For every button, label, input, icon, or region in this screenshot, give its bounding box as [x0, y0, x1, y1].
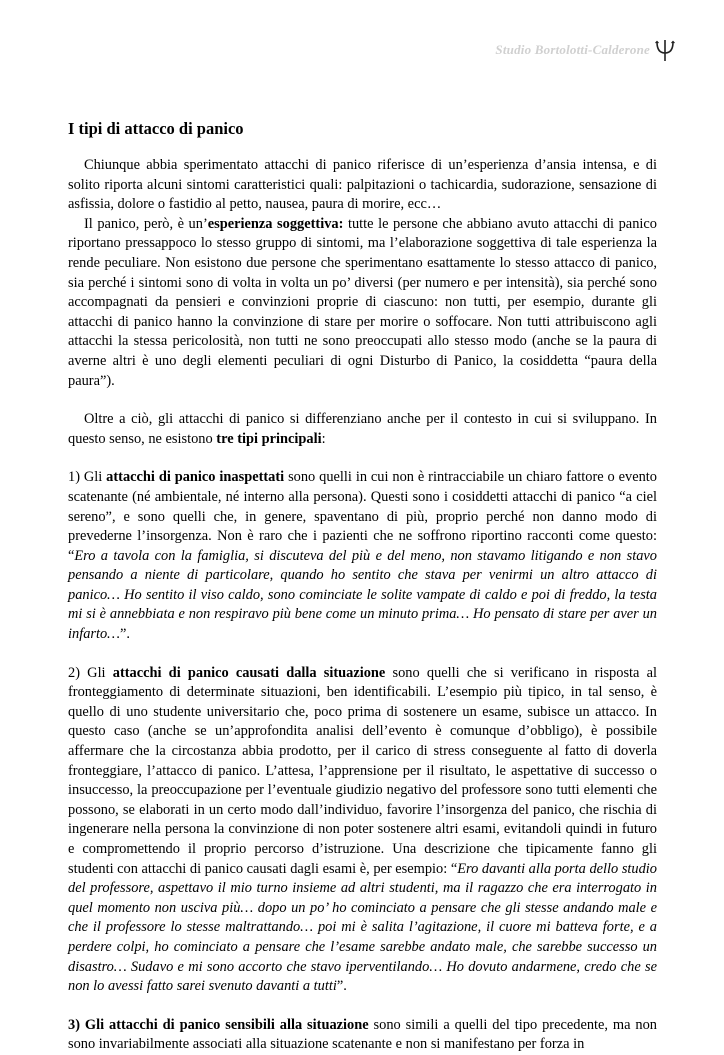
brand-name: Studio Bortolotti-Calderone [495, 42, 650, 57]
intro-paragraph-3: Oltre a ciò, gli attacchi di panico si differenziano anche per il contesto in cui si sviluppano. In questo senso, ne esistono tre tipi principali: [68, 411, 657, 447]
document-body [68, 118, 657, 1055]
section-heading-sensitive: 3) Gli attacchi di panico sensibili alla situazione [68, 1016, 369, 1033]
section-unexpected-attacks: 1) Gli attacchi di panico inaspettati sono quelli in cui non è rintracciabile un chiaro fattore o evento scatenante (né ambientale, né interno alla persona). Questi sono i cosiddetti attacchi di panico “a ciel sereno”, e sono quelli che, in genere, spaventano di più, proprio perché non danno modo di prevederne l’insorgenza. Non è raro che i pazienti che ne soffrono riportino racconti come questo: “Ero a tavola con la famiglia, si discuteva del più e del meno, non stavamo litigando e non stavo pensando a niente di particolare, quando ho sentito che stava per venirmi un altro attacco di panico… Ho sentito il viso caldo, sono cominciate le solite vampate di caldo e poi di freddo, la testa mi si è annebbiata e non respiravo più bene come un minuto prima… Ho pensato di stare per aver un infarto…”. [68, 469, 657, 643]
intro-paragraph-1: Chiunque abbia sperimentato attacchi di panico riferisce di un’esperienza d’ansia intensa, e di solito riporta alcuni sintomi caratteristici quali: palpitazioni o tachicardia, sudorazione, sensazione di asfissia, dolore o fastidio al petto, nausea, paura di morire, ecc… [68, 157, 657, 213]
emphasis-three-types: tre tipi principali [216, 430, 322, 447]
section-situational-attacks: 2) Gli attacchi di panico causati dalla situazione sono quelli che si verificano in risposta al fronteggiamento di determinate situazioni, ben identificabili. L’esempio più tipico, in tal senso, è quello di uno studente universitario che, poco prima di sostenere un esame, subisce un attacco. In questo caso (anche se un’approfondita analisi dell’evento è comunque d’obbligo), è possibile affermare che la circostanza abbia prodotto, per il carico di stress conseguente al fatto di doverla fronteggiare, l’attacco di panico. L’attesa, l’apprensione per il risultato, le aspettative di successo o insuccesso, la preoccupazione per l’eventuale giudizio negativo del professore sono tutti elementi che possono, se elaborati in un certo modo dall’individuo, favorire l’insorgenza del panico, che rischia di ingenerare nella persona la convinzione di non poter sostenere altri esami, evitandoli quindi in futuro e compromettendo il proprio percorso d’istruzione. Una descrizione che tipicamente fanno gli studenti con attacchi di panico causati dagli esami è, per esempio: “Ero davanti alla porta dello studio del professore, aspettavo il mio turno insieme ad altri studenti, ma il ragazzo che era interrogato in quel momento non usciva più… dopo un po’ ho cominciato a pensare che gli stesse andando male e che il professore lo stesse maltrattando… poi mi è salita l’agitazione, il cuore mi batteva forte, e a perdere colpi, ho cominciato a pensare che l’esame sarebbe andato male, che sarebbe successo un disastro… Sudavo e mi sono accorto che stavo iperventilando… Ho dovuto andarmene, credo che se non lo avessi fatto sarei svenuto davanti a tutti”. [68, 664, 657, 995]
section-heading-unexpected: attacchi di panico inaspettati [106, 469, 285, 486]
page-title: I tipi di attacco di panico [68, 119, 244, 138]
patient-quote-1: Ero a tavola con la famiglia, si discuteva del più e del meno, non stavamo litigando e non stavo pensando a niente di particolare, quando ho sentito che stava per venirmi un altro attacco di panico… Ho sentito il viso caldo, sono cominciate le solite vampate di caldo e poi di freddo, la testa mi si è annebbiata e non respiravo più bene come un minuto prima… Ho pensato di stare per aver un infarto… [68, 547, 657, 643]
section-sensitive-attacks: 3) Gli attacchi di panico sensibili alla situazione sono simili a quelli del tipo precedente, ma non sono invariabilmente associati alla situazione scatenante e non si manifestano per forza in [68, 1016, 657, 1053]
psi-icon [654, 38, 676, 62]
page-header [495, 38, 676, 62]
patient-quote-2: Ero davanti alla porta dello studio del professore, aspettavo il mio turno insieme ad altri studenti, ma il ragazzo che era interrogato in quel momento non usciva più… dopo un po’ ho cominciato a pensare che gli stesse andando male e che il professore lo stesse maltrattando… poi mi è salita l’agitazione, il cuore mi batteva forte, e a perdere colpi, ho cominciato a pensare che l’esame sarebbe andato male, che sarebbe successo un disastro… Sudavo e mi sono accorto che stavo iperventilando… Ho dovuto andarmene, credo che se non lo avessi fatto sarei svenuto davanti a tutti [68, 860, 657, 995]
section-heading-situational: attacchi di panico causati dalla situazione [112, 664, 386, 681]
emphasis-subjective: esperienza soggettiva: [207, 215, 344, 232]
intro-paragraph-2: Il panico, però, è un’esperienza soggettiva: tutte le persone che abbiano avuto attacchi di panico riportano pressappoco lo stesso gruppo di sintomi, ma l’elaborazione soggettiva di tale esperienza la rende peculiare. Non esistono due persone che sperimentano esattamente lo stesso attacco di panico, sia perché i sintomi sono di volta in volta un po’ diversi (per numero e per intensità), sia perché sono accompagnati da pensieri e convinzioni proprie di ciascuno: non tutti, per esempio, durante gli attacchi di panico hanno la convinzione di stare per morire o soffocare. Non tutti attribuiscono agli attacchi la stessa pericolosità, non tutti ne sono preoccupati allo stesso modo (anche se la paura di averne altri è uno degli elementi peculiari di ogni Disturbo di Panico, la cosiddetta “paura della paura”). [68, 215, 657, 389]
